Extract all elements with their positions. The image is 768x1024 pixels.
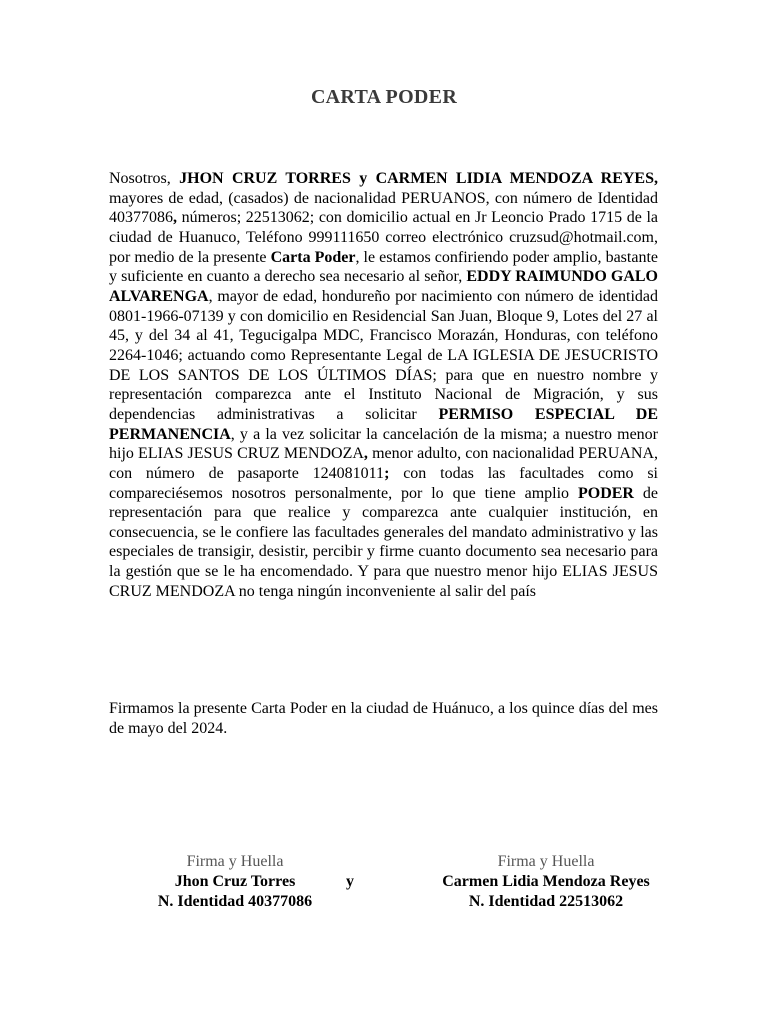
grantor-names: JHON CRUZ TORRES y CARMEN LIDIA MENDOZA REYES, [179,170,658,187]
signature-conjunction: y [346,873,354,890]
body-text-segment: números; 22513062; con domicilio actual en Jr Leoncio Prado 1715 de la ciudad de Huanuco, Teléfono 999111650 correo electrónico cruzsud@hotmail.com, por medio de la presente [109,209,658,266]
signature-block-right [412,852,680,912]
closing-paragraph: Firmamos la presente Carta Poder en la ciudad de Huánuco, a los quince días del mes de mayo del 2024. [109,700,658,737]
body-text-segment: menor adulto, con nacionalidad PERUANA, con número de pasaporte 124081011 [109,445,659,482]
signer-identity: N. Identidad 22513062 [468,893,624,910]
signature-caption: Firma y Huella [497,853,595,870]
body-text-segment: , y a la vez solicitar la cancelación de la misma; a nuestro menor hijo ELIAS JESUS CRUZ MENDOZA [109,425,658,463]
body-text-segment: mayores de edad, (casados) de nacionalidad PERUANOS, con número de Identidad 40377086 [109,189,658,227]
body-bold-punctuation: ; [384,464,390,482]
document-title: CARTA PODER [310,86,458,108]
permit-name: PERMISO ESPECIAL DE PERMANENCIA [109,405,658,443]
body-text-segment: con todas las facultades como si compareciésemos nosotros personalmente, por lo que tiene amplio [109,464,659,502]
document-body [109,169,658,601]
body-text-segment: , le estamos confiriendo poder amplio, bastante y suficiente en cuanto a derecho sea necesario al señor, [109,248,658,286]
body-bold-punctuation: , [173,209,177,227]
signer-name: Jhon Cruz Torres [174,873,296,890]
signature-caption: Firma y Huella [186,853,284,870]
carta-poder-term: Carta Poder [270,248,356,266]
poder-term: PODER [577,484,634,502]
signature-block-left [120,852,350,912]
body-text-segment: , mayor de edad, hondureño por nacimiento con número de identidad 0801-1966-07139 y con domicilio en Residencial San Juan, Bloque 9, Lotes del 27 al 45, y del 34 al 41, Tegucigalpa MDC, Francisco Morazán, Honduras, con teléfono 2264-1046; actuando como Representante Legal de LA IGLESIA DE JESUCRISTO DE LOS SANTOS DE LOS ÚLTIMOS DÍAS; para que en nuestro nombre y representación comparezca ante el Instituto Nacional de Migración, y sus dependencias administrativas a solicitar [109,287,658,423]
attorney-name: EDDY RAIMUNDO GALO ALVARENGA [109,268,659,305]
body-bold-punctuation: , [363,445,368,463]
body-text-segment: de representación para que realice y comparezca ante cualquier institución, en consecuencia, se le confiere las facultades generales del mandato administrativo y las especiales de transigir, desistir, percibir y firme cuanto documento sea necesario para la gestión que se le ha encomendado. Y para que nuestro menor hijo ELIAS JESUS CRUZ MENDOZA no tenga ningún inconveniente al salir del país [109,484,659,600]
signer-identity: N. Identidad 40377086 [157,893,313,910]
signer-name: Carmen Lidia Mendoza Reyes [442,873,650,890]
body-text-segment: Nosotros, [109,170,180,187]
